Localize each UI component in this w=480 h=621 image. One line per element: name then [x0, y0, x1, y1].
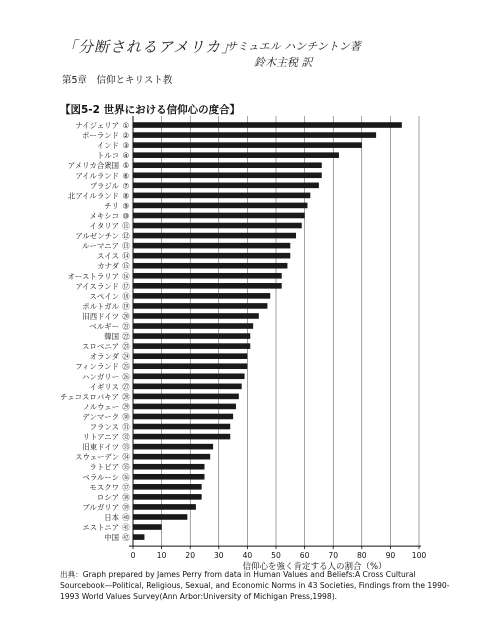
bar-chart	[0, 112, 480, 573]
handwritten-book-title: 「分断されるアメリカ」	[62, 38, 237, 56]
category-number: ⑭	[122, 251, 130, 261]
bar	[133, 353, 247, 359]
category-label: スペイン	[89, 291, 119, 301]
category-label: カナダ	[97, 261, 119, 271]
x-tick-label: 50	[271, 551, 281, 561]
x-tick-label: 0	[130, 551, 136, 561]
category-number: ㉞	[122, 452, 130, 462]
x-axis-label: 信仰心を強く肯定する人の割合（%）	[242, 562, 387, 573]
category-label: アメリカ合衆国	[67, 161, 119, 171]
handwritten-translator: 鈴木主税 訳	[254, 56, 313, 69]
category-label: 旧西ドイツ	[82, 311, 119, 321]
category-number: ③	[122, 141, 130, 151]
bars	[133, 122, 402, 540]
category-number: ⑬	[122, 241, 130, 251]
category-number: ㊴	[122, 502, 130, 512]
category-number: ②	[122, 131, 130, 141]
category-number: ㉗	[122, 382, 130, 392]
bar	[133, 183, 319, 189]
bar	[133, 524, 162, 530]
category-label: ベラルーシ	[82, 472, 119, 482]
category-label: トルコ	[96, 151, 119, 161]
category-number: ㉜	[122, 432, 130, 442]
category-number: ㊲	[122, 482, 130, 492]
chapter-heading: 第5章 信仰とキリスト教	[62, 75, 173, 86]
bar	[133, 464, 205, 470]
category-label: ブルガリア	[82, 502, 119, 512]
category-number: ⑦	[122, 181, 130, 191]
bar	[133, 283, 282, 289]
category-number: ⑥	[122, 171, 130, 181]
category-label: ポルトガル	[82, 301, 119, 311]
source-note: 出典：Graph prepared by James Perry from data in Human Values and Beliefs:A Cross Cultural Sourcebook—Political, Religious, Sexual, and Economic Norms in 43 Societies, Findings from the 1990-1993 World Values Survey(Ann Arbor:University of Michigan Press,1998).	[60, 570, 450, 601]
category-label: フィンランド	[75, 362, 119, 372]
bar	[133, 293, 270, 299]
category-number: ⑩	[122, 211, 130, 221]
bar	[133, 313, 259, 319]
bar	[133, 454, 210, 460]
category-number: ⑫	[122, 231, 130, 241]
category-label: 韓国	[104, 332, 119, 342]
category-number: ㊷	[122, 533, 130, 543]
bar	[133, 142, 362, 148]
category-label: メキシコ	[89, 211, 119, 221]
category-label: イタリア	[89, 221, 119, 231]
category-label: ナイジェリア	[75, 121, 119, 131]
bar	[133, 253, 290, 259]
category-number: ⑯	[122, 271, 130, 281]
category-number: ⑪	[122, 221, 130, 231]
category-number: ⑲	[122, 301, 130, 311]
category-label: モスクワ	[89, 482, 119, 492]
category-label: ロシア	[96, 492, 119, 502]
category-label: エストニア	[82, 523, 119, 533]
bar	[133, 384, 242, 390]
bar	[133, 152, 339, 158]
x-tick-label: 70	[328, 551, 339, 561]
category-label: インド	[96, 141, 119, 151]
category-number: ⑤	[122, 161, 130, 171]
x-tick-label: 80	[356, 551, 367, 561]
category-label: スイス	[97, 251, 119, 261]
bar	[133, 484, 202, 490]
x-tick-label: 20	[185, 551, 196, 561]
bar	[133, 373, 245, 379]
category-number: ㉝	[122, 442, 130, 452]
bar	[133, 534, 144, 540]
bar	[133, 404, 236, 410]
category-label: デンマーク	[82, 412, 119, 422]
category-label: アイルランド	[75, 171, 119, 181]
bar	[133, 424, 230, 430]
category-number: ④	[122, 151, 130, 161]
bar	[133, 162, 322, 168]
bar	[133, 514, 187, 520]
category-number: ⑱	[122, 291, 130, 301]
category-number: ㉖	[122, 372, 130, 382]
bar	[133, 474, 205, 480]
handwritten-author: サミュエル ハンチントン著	[226, 40, 361, 53]
category-labels	[60, 121, 130, 542]
bar	[133, 233, 296, 239]
category-number: ㉚	[122, 412, 130, 422]
category-label: ラトビア	[89, 462, 119, 472]
bar	[133, 394, 239, 400]
bar	[133, 223, 302, 229]
category-number: ㉙	[122, 402, 130, 412]
figure-title: 【図5-2 世界における信仰心の度合】	[60, 104, 241, 116]
category-label: ポーランド	[82, 131, 119, 141]
category-label: 日本	[104, 512, 119, 522]
x-tick-label: 40	[242, 551, 253, 561]
category-number: ⑰	[122, 281, 130, 291]
category-number: ㊵	[122, 512, 130, 522]
category-label: ブラジル	[89, 181, 119, 191]
bar	[133, 193, 310, 199]
x-tick-label: 100	[411, 551, 427, 561]
category-label: アルゼンチン	[75, 231, 119, 241]
category-number: ⑳	[122, 311, 130, 321]
bar	[133, 213, 305, 219]
bar	[133, 132, 376, 138]
category-label: オランダ	[89, 352, 119, 362]
bar	[133, 303, 267, 309]
bar	[133, 273, 282, 279]
category-label: ノルウェー	[82, 402, 119, 412]
category-label: ハンガリー	[82, 372, 119, 382]
category-label: ルーマニア	[82, 241, 119, 251]
bar	[133, 444, 213, 450]
bar	[133, 203, 307, 209]
bar	[133, 263, 287, 269]
category-number: ㉓	[122, 342, 130, 352]
category-number: ①	[122, 121, 130, 131]
category-label: リトアニア	[82, 432, 119, 442]
category-label: スウェーデン	[75, 452, 119, 462]
category-number: ㉕	[122, 362, 130, 372]
category-label: イギリス	[89, 382, 119, 392]
bar	[133, 504, 196, 510]
category-number: ㊱	[122, 472, 130, 482]
gridlines	[162, 116, 419, 546]
bar	[133, 172, 322, 178]
bar	[133, 494, 202, 500]
category-label: オーストラリア	[67, 271, 119, 281]
category-number: ㉑	[122, 322, 130, 332]
category-label: アイスランド	[75, 281, 119, 291]
bar	[133, 243, 290, 249]
category-label: チリ	[104, 201, 119, 211]
bar	[133, 122, 402, 128]
x-tick-label: 90	[385, 551, 396, 561]
category-number: ⑧	[122, 191, 130, 201]
category-number: ⑨	[122, 201, 130, 211]
bar	[133, 363, 247, 369]
bar	[133, 414, 233, 420]
category-number: ㉛	[122, 422, 130, 432]
category-number: ⑮	[122, 261, 130, 271]
category-number: ㊶	[122, 523, 130, 533]
bar	[133, 323, 253, 329]
category-number: ㊳	[122, 492, 130, 502]
category-label: スロベニア	[82, 342, 119, 352]
category-label: 北アイルランド	[67, 191, 119, 201]
bar	[133, 333, 250, 339]
category-number: ㉒	[122, 332, 130, 342]
category-number: ㉟	[122, 462, 130, 472]
category-label: チェコスロバキア	[60, 392, 119, 402]
category-label: ベルギー	[89, 322, 119, 332]
x-tick-label: 30	[213, 551, 224, 561]
x-tick-label: 60	[299, 551, 310, 561]
category-label: 旧東ドイツ	[82, 442, 119, 452]
category-label: フランス	[89, 422, 119, 432]
category-label: 中国	[104, 533, 119, 543]
category-number: ㉘	[122, 392, 130, 402]
category-number: ㉔	[122, 352, 130, 362]
x-tick-label: 10	[156, 551, 167, 561]
bar	[133, 434, 230, 440]
bar	[133, 343, 250, 349]
